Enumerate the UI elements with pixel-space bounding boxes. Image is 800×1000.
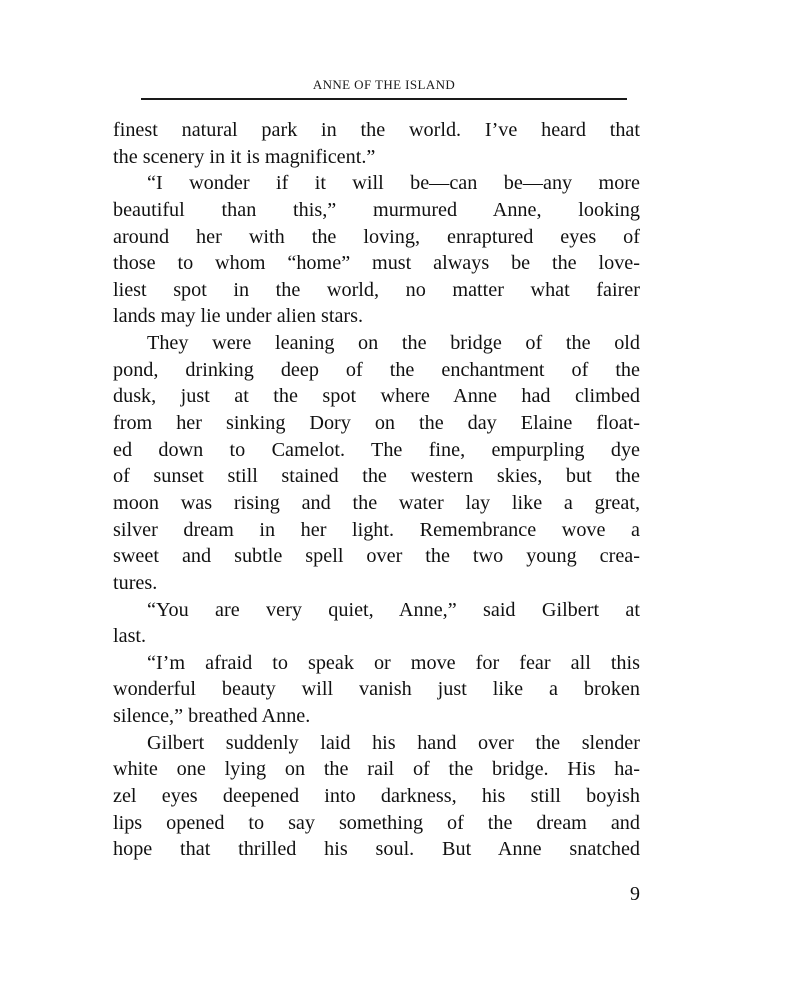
text-line: tures. bbox=[113, 571, 158, 594]
text-line: They were leaning on the bridge of the old bbox=[147, 332, 640, 355]
text-line: zel eyes deepened into darkness, his still boyish bbox=[113, 785, 640, 808]
text-line: ed down to Camelot. The fine, empurpling dye bbox=[113, 438, 640, 461]
running-header: ANNE OF THE ISLAND bbox=[141, 76, 627, 100]
page-body-text bbox=[113, 117, 640, 863]
page-number: 9 bbox=[630, 883, 640, 905]
text-line: silver dream in her light. Remembrance wove a bbox=[113, 518, 640, 541]
text-line: “You are very quiet, Anne,” said Gilbert at bbox=[147, 598, 640, 621]
text-line: the scenery in it is magnificent.” bbox=[113, 145, 376, 168]
text-line: Gilbert suddenly laid his hand over the slender bbox=[147, 731, 640, 754]
text-line: around her with the loving, enraptured eyes of bbox=[113, 225, 640, 248]
text-line: moon was rising and the water lay like a great, bbox=[113, 491, 640, 514]
text-line: white one lying on the rail of the bridge. His ha- bbox=[113, 758, 640, 781]
text-line: those to whom “home” must always be the love- bbox=[113, 252, 640, 275]
text-line: “I’m afraid to speak or move for fear all this bbox=[147, 651, 640, 674]
text-line: lands may lie under alien stars. bbox=[113, 305, 364, 328]
text-line: finest natural park in the world. I’ve heard that bbox=[113, 119, 640, 141]
text-line: beautiful than this,” murmured Anne, looking bbox=[113, 198, 640, 221]
text-line: lips opened to say something of the dream and bbox=[113, 811, 640, 834]
text-line: of sunset still stained the western skies, but the bbox=[113, 465, 640, 488]
text-line: from her sinking Dory on the day Elaine float- bbox=[113, 412, 640, 435]
text-line: hope that thrilled his soul. But Anne snatched bbox=[113, 838, 640, 861]
text-line: pond, drinking deep of the enchantment of the bbox=[113, 358, 640, 381]
text-line: “I wonder if it will be—can be—any more bbox=[147, 172, 640, 195]
text-line: silence,” breathed Anne. bbox=[113, 705, 311, 728]
text-line: wonderful beauty will vanish just like a broken bbox=[113, 678, 640, 701]
text-line: last. bbox=[113, 625, 147, 648]
text-line: dusk, just at the spot where Anne had climbed bbox=[113, 385, 640, 408]
text-line: liest spot in the world, no matter what fairer bbox=[113, 278, 640, 301]
text-line: sweet and subtle spell over the two young crea- bbox=[113, 545, 640, 568]
